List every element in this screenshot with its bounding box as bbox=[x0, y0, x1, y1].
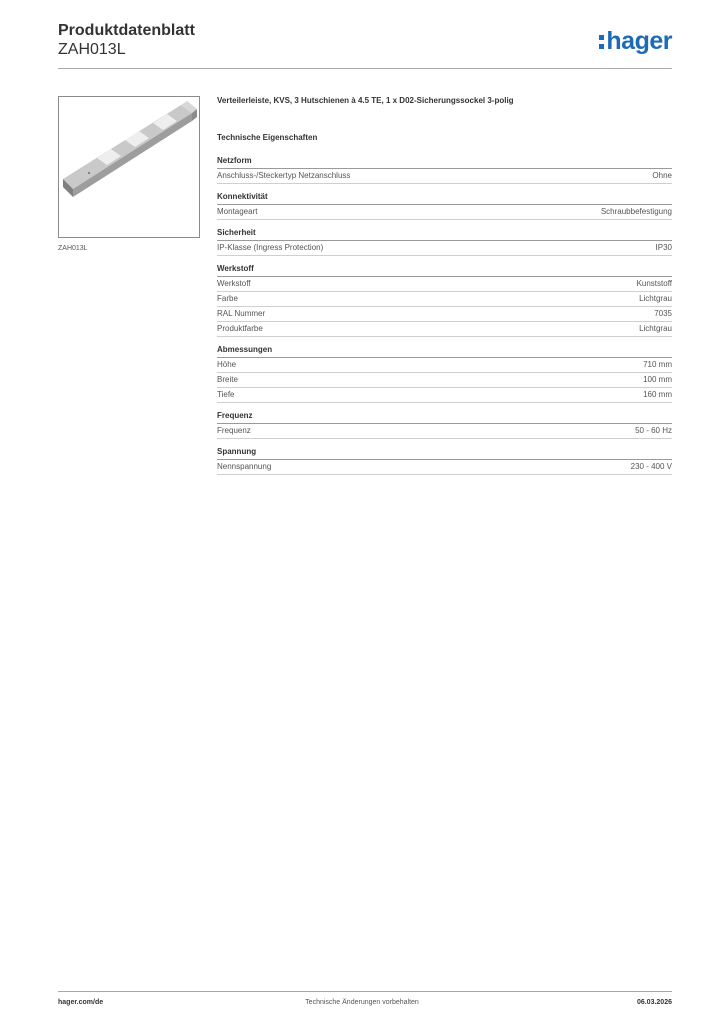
group-title: Konnektivität bbox=[217, 192, 672, 205]
property-group bbox=[217, 228, 672, 256]
property-row bbox=[217, 373, 672, 388]
group-title: Netzform bbox=[217, 156, 672, 169]
property-label: Frequenz bbox=[217, 426, 251, 435]
property-label: Produktfarbe bbox=[217, 324, 263, 333]
property-group bbox=[217, 345, 672, 403]
logo-text: hager bbox=[606, 27, 672, 55]
property-label: Höhe bbox=[217, 360, 237, 369]
property-label: Breite bbox=[217, 375, 238, 384]
group-title: Abmessungen bbox=[217, 345, 672, 358]
page-title: Produktdatenblatt bbox=[58, 22, 195, 39]
property-row bbox=[217, 205, 672, 220]
header-divider bbox=[58, 68, 672, 69]
property-row bbox=[217, 322, 672, 337]
product-details bbox=[217, 96, 672, 483]
property-row bbox=[217, 358, 672, 373]
property-row bbox=[217, 292, 672, 307]
property-row bbox=[217, 169, 672, 184]
group-title: Sicherheit bbox=[217, 228, 672, 241]
group-title: Frequenz bbox=[217, 411, 672, 424]
distribution-strip-illustration bbox=[59, 97, 199, 237]
footer-divider bbox=[58, 991, 672, 992]
group-title: Spannung bbox=[217, 447, 672, 460]
property-label: Nennspannung bbox=[217, 462, 272, 471]
footer-website: hager.com/de bbox=[58, 999, 104, 1006]
property-value: 50 - 60 Hz bbox=[635, 426, 672, 435]
footer-notice: Technische Änderungen vorbehalten bbox=[305, 999, 419, 1006]
property-value: Schraubbefestigung bbox=[600, 207, 672, 216]
product-description: Verteilerleiste, KVS, 3 Hutschienen à 4.5 TE, 1 x D02-Sicherungssockel 3-polig bbox=[217, 96, 514, 105]
property-row bbox=[217, 307, 672, 322]
property-label: RAL Nummer bbox=[217, 309, 266, 318]
hager-logo bbox=[599, 28, 672, 54]
property-groups bbox=[217, 156, 672, 475]
property-group bbox=[217, 447, 672, 475]
property-label: IP-Klasse (Ingress Protection) bbox=[217, 243, 324, 252]
section-heading: Technische Eigenschaften bbox=[217, 133, 318, 142]
property-value: 710 mm bbox=[643, 360, 672, 369]
property-row bbox=[217, 460, 672, 475]
property-label: Montageart bbox=[217, 207, 258, 216]
image-caption: ZAH013L bbox=[58, 245, 88, 252]
logo-colon-icon bbox=[599, 35, 604, 49]
product-code: ZAH013L bbox=[58, 41, 126, 58]
property-label: Anschluss-/Steckertyp Netzanschluss bbox=[217, 171, 351, 180]
property-value: Lichtgrau bbox=[639, 324, 672, 333]
property-label: Farbe bbox=[217, 294, 238, 303]
property-value: Kunststoff bbox=[636, 279, 672, 288]
property-label: Werkstoff bbox=[217, 279, 251, 288]
property-label: Tiefe bbox=[217, 390, 235, 399]
property-value: Lichtgrau bbox=[639, 294, 672, 303]
property-value: 100 mm bbox=[643, 375, 672, 384]
property-row bbox=[217, 424, 672, 439]
property-row bbox=[217, 277, 672, 292]
property-value: IP30 bbox=[655, 243, 672, 252]
footer-date: 06.03.2026 bbox=[636, 999, 672, 1006]
property-value: 230 - 400 V bbox=[630, 462, 672, 471]
property-row bbox=[217, 388, 672, 403]
property-group bbox=[217, 411, 672, 439]
property-group bbox=[217, 156, 672, 184]
property-row bbox=[217, 241, 672, 256]
group-title: Werkstoff bbox=[217, 264, 672, 277]
property-value: Ohne bbox=[652, 171, 672, 180]
property-group bbox=[217, 264, 672, 337]
product-image bbox=[58, 96, 200, 238]
property-value: 7035 bbox=[654, 309, 672, 318]
property-group bbox=[217, 192, 672, 220]
property-value: 160 mm bbox=[643, 390, 672, 399]
